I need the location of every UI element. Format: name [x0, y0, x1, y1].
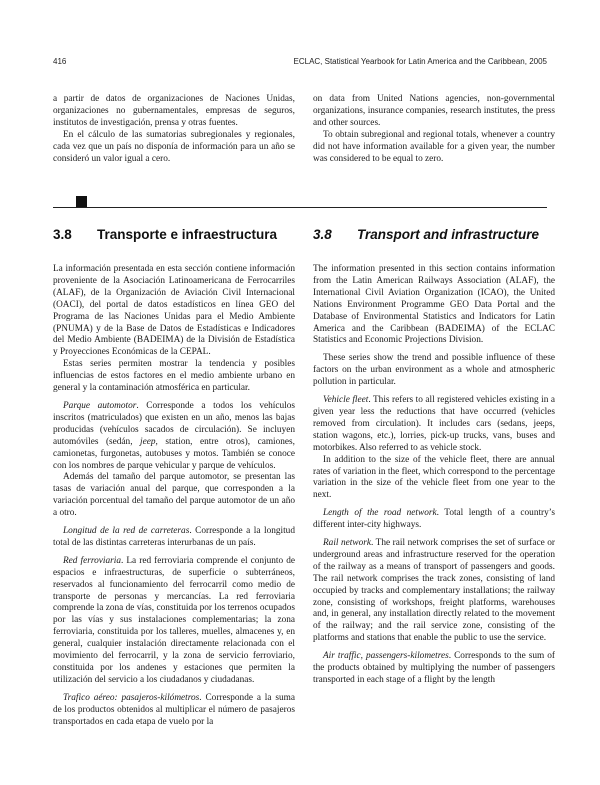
section-divider [53, 207, 547, 208]
term: Parque automotor [63, 400, 137, 411]
paragraph: To obtain subregional and regional totals, whenever a country did not have information available for a given year, the number was considered to be equal to zero. [313, 129, 555, 164]
english-column [313, 264, 555, 687]
top-left-text [53, 94, 295, 165]
page-number: 416 [53, 57, 67, 66]
spanish-column [53, 264, 295, 729]
top-right-text [313, 94, 555, 165]
paragraph: on data from United Nations agencies, non-governmental organizations, insurance companies, research institutes, the press and other sources. [313, 94, 555, 128]
term: Trafico aéreo: pasajeros-kilómetros [63, 692, 200, 703]
definition-air-traffic: Air traffic, passengers-kilometres. Corresponds to the sum of the products obtained by multiplying the number of passengers transported in each stage of a flight by the length [313, 651, 555, 685]
section-number: 3.8 [313, 227, 332, 242]
definition-vehicle-fleet: Parque automotor. Corresponde a todos los vehículos inscritos (matriculados) que existen en un año, menos las bajas producidas (vehículos sacados de circulación). Se incluyen automóviles (sedán, jeep, station, entre otros), camiones, camionetas, furgonetas, autobuses y motos. También se conoce con los nombres de parque vehicular y parque de vehículos. [53, 400, 296, 471]
running-header: ECLAC, Statistical Yearbook for Latin America and the Caribbean, 2005 [293, 57, 547, 66]
definition-road-network: Longitud de la red de carreteras. Corresponde a la longitud total de las distintas carreteras interurbanas de un país. [53, 526, 295, 548]
paragraph: La información presentada en esta sección contiene información proveniente de la Asociación Latinoamericana de Ferrocarriles (ALAF), de la Organización de Aviación Civil Internacional (OACI), del portal de datos estadísticos en línea GEO del Programa de las Naciones Unidas para el Medio Ambiente (PNUMA) y de la Base de Datos de Estadísticas e Indicadores del Medio Ambiente (BADEIMA) de la División de Estadística y Proyecciones Económicas de la CEPAL. [53, 264, 295, 358]
paragraph: Estas series permiten mostrar la tendencia y posibles influencias de estos factores en el medio ambiente urbano en general y la contaminación atmosférica en particular. [53, 359, 295, 394]
definition-road-network: Length of the road network. Total length of a country’s different inter-city highways. [313, 508, 555, 531]
section-heading-english [313, 227, 539, 242]
paragraph: Además del tamaño del parque automotor, se presentan las tasas de variación anual del parque, que corresponden a la variación porcentual del tamaño del parque automotor de un año a otro. [53, 472, 295, 519]
definition-rail-network: Rail network. The rail network comprises the set of surface or underground areas and infrastructure reserved for the operation of the railway as a means of transport of passengers and goods. The rail network comprises the track zones, consisting of land occupied by tracks and complementary installations; the railway zone, consisting of workshops, freight platforms, warehouses and, in general, any installation directly related to the movement of the railway; and the rail service zone, consisting of the platforms and stations that enable the public to use the service. [313, 538, 555, 644]
definition-vehicle-fleet: Vehicle fleet. This refers to all registered vehicles existing in a given year less the reductions that have occurred (vehicles removed from circulation). It includes cars (sedans, jeeps, station wagons, etc.), lorries, pick-up trucks, vans, buses and motorbikes. Also referred to as vehicle stock. [313, 395, 555, 453]
definition-rail-network: Red ferroviaria. La red ferroviaria comprende el conjunto de espacios e infraestructuras, de superficie o subterráneos, reservados al funcionamiento del ferrocarril como medio de transporte de personas y mercancías. La red ferroviaria comprende la zona de vías, constituida por los terrenos ocupados por las vías y sus instalaciones complementarias; la zona ferroviaria, constituida por los talleres, muelles, almacenes y, en general, cualquier instalación directamente relacionada con el movimiento del ferrocarril, y la zona de servicio ferroviario, constituida por los andenes y estaciones que permiten la utilización del servicio a los ciudadanos y ciudadanas. [53, 555, 295, 685]
term: Rail network [323, 538, 371, 549]
section-title: Transporte e infraestructura [97, 227, 278, 242]
term: Length of the road network [323, 508, 437, 519]
term: Red ferroviaria [63, 555, 121, 566]
definition-air-traffic: Trafico aéreo: pasajeros-kilómetros. Corresponde a la suma de los productos obtenidos al multiplicar el número de pasajeros transportados en cada etapa de vuelo por la [53, 692, 295, 727]
term: Vehicle fleet [323, 395, 369, 406]
paragraph: In addition to the size of the vehicle fleet, there are annual rates of variation in the fleet, which correspond to the percentage variation in the size of the vehicle fleet from one year to the next. [313, 454, 555, 501]
paragraph: a partir de datos de organizaciones de Naciones Unidas, organizaciones no gubernamentales, empresas de seguros, institutos de investigación, prensa y otras fuentes. [53, 94, 295, 128]
section-marker [76, 196, 87, 207]
term: Longitud de la red de carreteras [63, 526, 190, 537]
paragraph: En el cálculo de las sumatorias subregionales y regionales, cada vez que un país no disponía de información para un año se consideró un valor igual a cero. [53, 129, 295, 164]
paragraph: The information presented in this section contains information from the Latin American Railways Association (ALAF), the International Civil Aviation Organization (ICAO), the United Nations Environment Programme GEO Data Portal and the Database of Environmental Statistics and Indicators for Latin America and the Caribbean (BADEIMA) of the ECLAC Statistics and Economic Projections Division. [313, 264, 555, 346]
section-title: Transport and infrastructure [357, 227, 540, 242]
paragraph: These series show the trend and possible influence of these factors on the urban environment as a whole and atmospheric pollution in particular. [313, 353, 555, 388]
section-heading-spanish [53, 227, 277, 242]
term: Air traffic, passengers-kilometres [323, 651, 449, 662]
section-number: 3.8 [53, 227, 72, 242]
